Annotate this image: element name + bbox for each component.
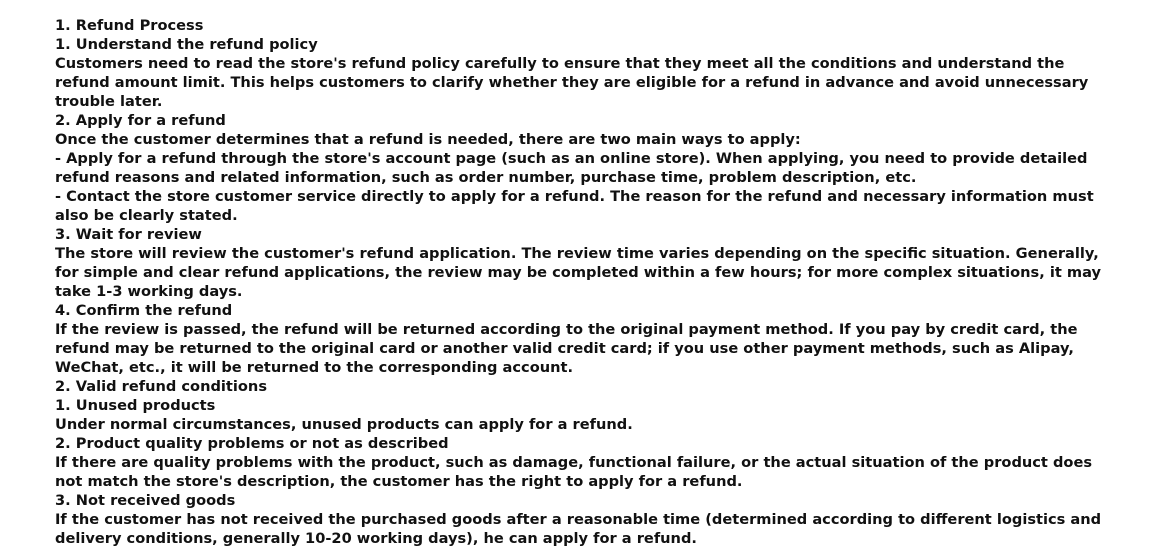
list-item: - Contact the store customer service directly to apply for a refund. The reason for the refund and necessary information must also be clearly stated.: [55, 188, 1094, 224]
paragraph: Under normal circumstances, unused products can apply for a refund.: [55, 416, 633, 433]
section-heading: 2. Valid refund conditions: [55, 378, 268, 395]
paragraph: Once the customer determines that a refund is needed, there are two main ways to apply:: [55, 131, 801, 148]
section-heading: 1. Refund Process: [55, 17, 204, 34]
paragraph: The store will review the customer's refund application. The review time varies depending on the specific situation. Generally, for simple and clear refund applications, the review may be completed within a few hours; for more complex situations, it may take 1-3 working days.: [55, 245, 1102, 300]
subsection-heading: 3. Wait for review: [55, 226, 202, 243]
paragraph: If there are quality problems with the product, such as damage, functional failure, or the actual situation of the product does not match the store's description, the customer has the right to apply for a refund.: [55, 454, 1093, 490]
subsection-heading: 1. Unused products: [55, 397, 216, 414]
list-item: - Apply for a refund through the store's account page (such as an online store). When applying, you need to provide detailed refund reasons and related information, such as order number, purchase time, problem description, etc.: [55, 150, 1088, 186]
subsection-heading: 1. Understand the refund policy: [55, 36, 318, 53]
document-body: [55, 16, 1105, 548]
subsection-heading: 2. Product quality problems or not as described: [55, 435, 449, 452]
paragraph: If the review is passed, the refund will be returned according to the original payment method. If you pay by credit card, the refund may be returned to the original card or another valid credit card; if you use other payment methods, such as Alipay, WeChat, etc., it will be returned to the corresponding account.: [55, 321, 1078, 376]
paragraph: If the customer has not received the purchased goods after a reasonable time (determined according to different logistics and delivery conditions, generally 10-20 working days), he can apply for a refund.: [55, 511, 1102, 547]
subsection-heading: 4. Confirm the refund: [55, 302, 233, 319]
subsection-heading: 2. Apply for a refund: [55, 112, 226, 129]
paragraph: Customers need to read the store's refund policy carefully to ensure that they meet all the conditions and understand the refund amount limit. This helps customers to clarify whether they are eligible for a refund in advance and avoid unnecessary trouble later.: [55, 55, 1089, 110]
subsection-heading: 3. Not received goods: [55, 492, 236, 509]
